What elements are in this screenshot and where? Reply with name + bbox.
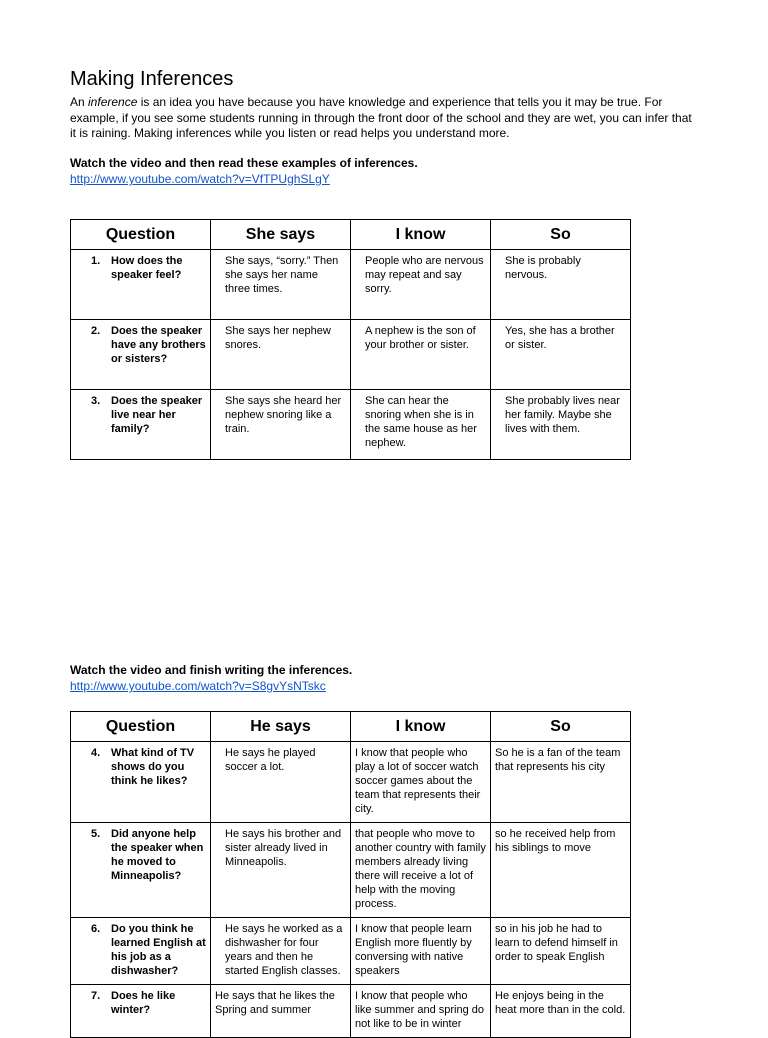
- so-cell: She is probably nervous.: [491, 250, 631, 320]
- intro-before: An: [70, 95, 89, 109]
- question-text: Does the speaker have any brothers or sisters?: [111, 325, 206, 365]
- question-cell: [71, 985, 211, 1038]
- question-number: 1.: [91, 255, 101, 267]
- says-cell: He says that he likes the Spring and summer: [211, 985, 351, 1038]
- know-cell: I know that people learn English more fluently by conversing with native speakers: [351, 918, 491, 985]
- question-number: 3.: [91, 395, 101, 407]
- table-row: [71, 250, 631, 320]
- practice-table: [70, 711, 631, 1038]
- know-cell: A nephew is the son of your brother or sister.: [351, 320, 491, 390]
- so-cell: He enjoys being in the heat more than in the cold.: [491, 985, 631, 1038]
- section1-instruction: Watch the video and then read these examples of inferences.: [70, 156, 418, 170]
- know-cell: People who are nervous may repeat and say sorry.: [351, 250, 491, 320]
- header-question: Question: [71, 712, 211, 742]
- table-header-row: [71, 712, 631, 742]
- table-row: [71, 985, 631, 1038]
- says-cell: She says her nephew snores.: [211, 320, 351, 390]
- header-he-says: He says: [211, 712, 351, 742]
- question-cell: [71, 390, 211, 460]
- section2-video-link[interactable]: http://www.youtube.com/watch?v=S8gvYsNTskc: [70, 679, 326, 693]
- header-question: Question: [71, 220, 211, 250]
- question-number: 2.: [91, 325, 101, 337]
- intro-term: inference: [88, 95, 138, 109]
- says-cell: She says she heard her nephew snoring like a train.: [211, 390, 351, 460]
- question-number: 4.: [91, 747, 101, 759]
- question-text: What kind of TV shows do you think he likes?: [111, 747, 195, 787]
- so-cell: so in his job he had to learn to defend himself in order to speak English: [491, 918, 631, 985]
- table-row: [71, 390, 631, 460]
- intro-paragraph: [70, 95, 700, 142]
- so-cell: Yes, she has a brother or sister.: [491, 320, 631, 390]
- table-row: [71, 918, 631, 985]
- question-cell: [71, 823, 211, 918]
- so-cell: She probably lives near her family. Maybe she lives with them.: [491, 390, 631, 460]
- table-row: [71, 823, 631, 918]
- page-title: Making Inferences: [70, 68, 234, 90]
- so-cell: So he is a fan of the team that represents his city: [491, 742, 631, 823]
- table-row: [71, 320, 631, 390]
- question-text: Do you think he learned English at his job as a dishwasher?: [111, 923, 206, 977]
- table-row: [71, 742, 631, 823]
- question-number: 7.: [91, 990, 101, 1002]
- question-cell: [71, 742, 211, 823]
- section1-video-link[interactable]: http://www.youtube.com/watch?v=VfTPUghSLgY: [70, 172, 330, 186]
- question-number: 6.: [91, 923, 101, 935]
- header-she-says: She says: [211, 220, 351, 250]
- question-text: Does the speaker live near her family?: [111, 395, 203, 435]
- header-i-know: I know: [351, 712, 491, 742]
- know-cell: She can hear the snoring when she is in the same house as her nephew.: [351, 390, 491, 460]
- examples-table: [70, 219, 631, 460]
- header-i-know: I know: [351, 220, 491, 250]
- question-cell: [71, 918, 211, 985]
- says-cell: He says he played soccer a lot.: [211, 742, 351, 823]
- says-cell: She says, “sorry.” Then she says her name three times.: [211, 250, 351, 320]
- intro-after: is an idea you have because you have knowledge and experience that tells you it may be true. For example, if you see some students running in through the front door of the school and they are wet, you can infer that it is raining. Making inferences while you listen or read helps you understand more.: [70, 95, 692, 140]
- says-cell: He says he worked as a dishwasher for four years and then he started English classes.: [211, 918, 351, 985]
- question-number: 5.: [91, 828, 101, 840]
- table-header-row: [71, 220, 631, 250]
- question-cell: [71, 250, 211, 320]
- know-cell: I know that people who play a lot of soccer watch soccer games about the team that represents their city.: [351, 742, 491, 823]
- section2-instruction: Watch the video and finish writing the inferences.: [70, 663, 353, 677]
- question-text: How does the speaker feel?: [111, 255, 183, 281]
- question-text: Did anyone help the speaker when he moved to Minneapolis?: [111, 828, 204, 882]
- says-cell: He says his brother and sister already lived in Minneapolis.: [211, 823, 351, 918]
- question-cell: [71, 320, 211, 390]
- header-so: So: [491, 220, 631, 250]
- so-cell: so he received help from his siblings to move: [491, 823, 631, 918]
- know-cell: that people who move to another country with family members already living there will receive a lot of help with the moving process.: [351, 823, 491, 918]
- header-so: So: [491, 712, 631, 742]
- question-text: Does he like winter?: [111, 990, 176, 1016]
- know-cell: I know that people who like summer and spring do not like to be in winter: [351, 985, 491, 1038]
